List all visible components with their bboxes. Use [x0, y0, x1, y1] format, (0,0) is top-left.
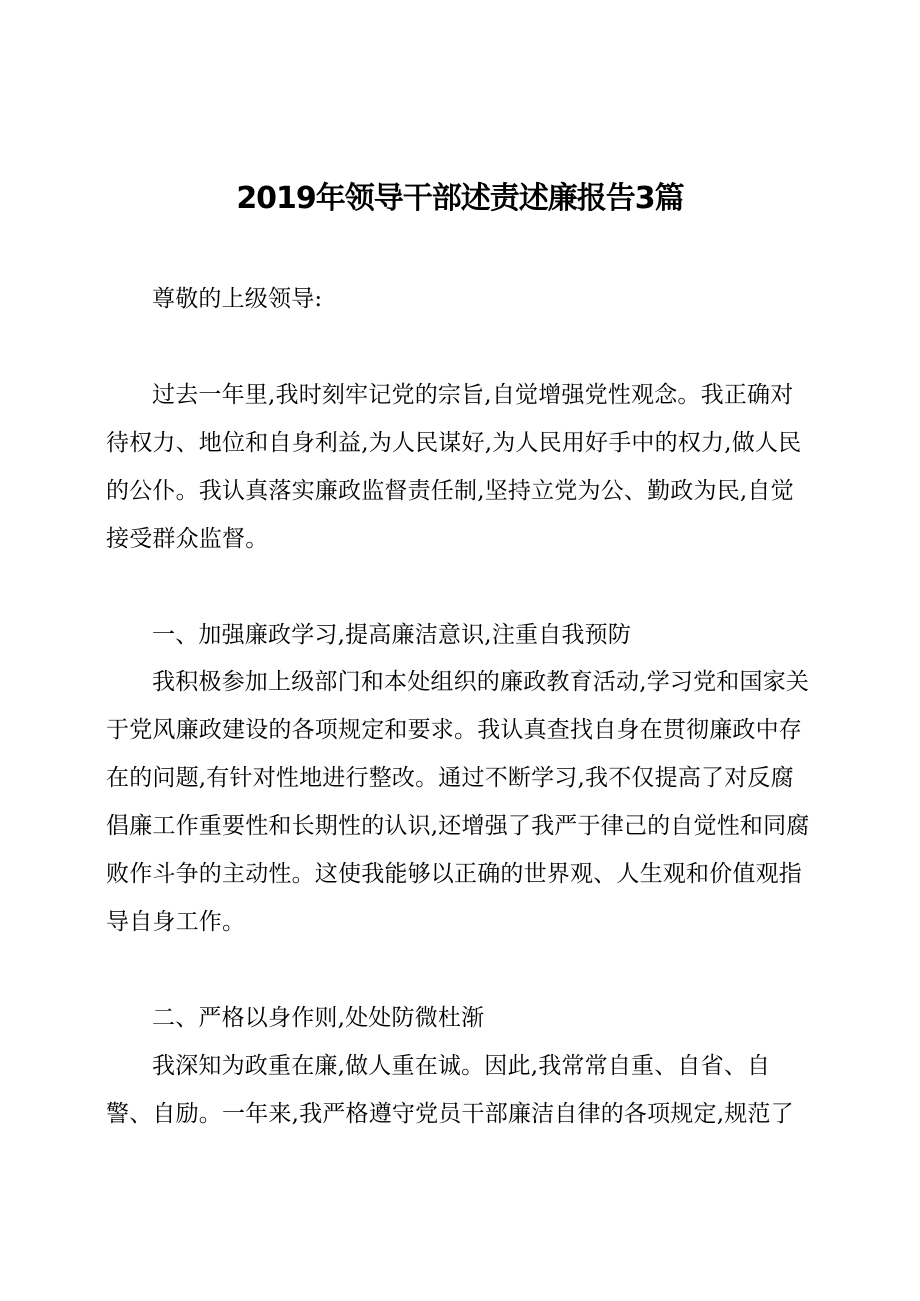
salutation: 尊敬的上级领导:	[152, 286, 323, 312]
paragraph-line: 我深知为政重在廉,做人重在诚。因此,我常常自重、自省、自	[152, 1053, 771, 1079]
paragraph-line: 倡廉工作重要性和长期性的认识,还增强了我严于律己的自觉性和同腐	[106, 813, 810, 839]
document-title: 2019年领导干部述责述廉报告3篇	[236, 181, 684, 216]
paragraph-line: 警、自励。一年来,我严格遵守党员干部廉洁自律的各项规定,规范了	[106, 1101, 794, 1127]
paragraph-line: 导自身工作。	[106, 909, 246, 935]
paragraph-line: 败作斗争的主动性。这使我能够以正确的世界观、人生观和价值观指	[106, 861, 802, 887]
section-heading: 二、严格以身作则,处处防微杜渐	[152, 1005, 485, 1031]
intro-line: 的公仆。我认真落实廉政监督责任制,坚持立党为公、勤政为民,自觉	[106, 478, 794, 504]
intro-line: 过去一年里,我时刻牢记党的宗旨,自觉增强党性观念。我正确对	[152, 382, 794, 408]
intro-line: 接受群众监督。	[106, 526, 269, 552]
intro-line: 待权力、地位和自身利益,为人民谋好,为人民用好手中的权力,做人民	[106, 430, 802, 456]
section-heading: 一、加强廉政学习,提高廉洁意识,注重自我预防	[152, 622, 632, 648]
paragraph-line: 我积极参加上级部门和本处组织的廉政教育活动,学习党和国家关	[152, 669, 810, 695]
paragraph-line: 在的问题,有针对性地进行整改。通过不断学习,我不仅提高了对反腐	[106, 765, 794, 791]
paragraph-line: 于党风廉政建设的各项规定和要求。我认真查找自身在贯彻廉政中存	[106, 717, 802, 743]
